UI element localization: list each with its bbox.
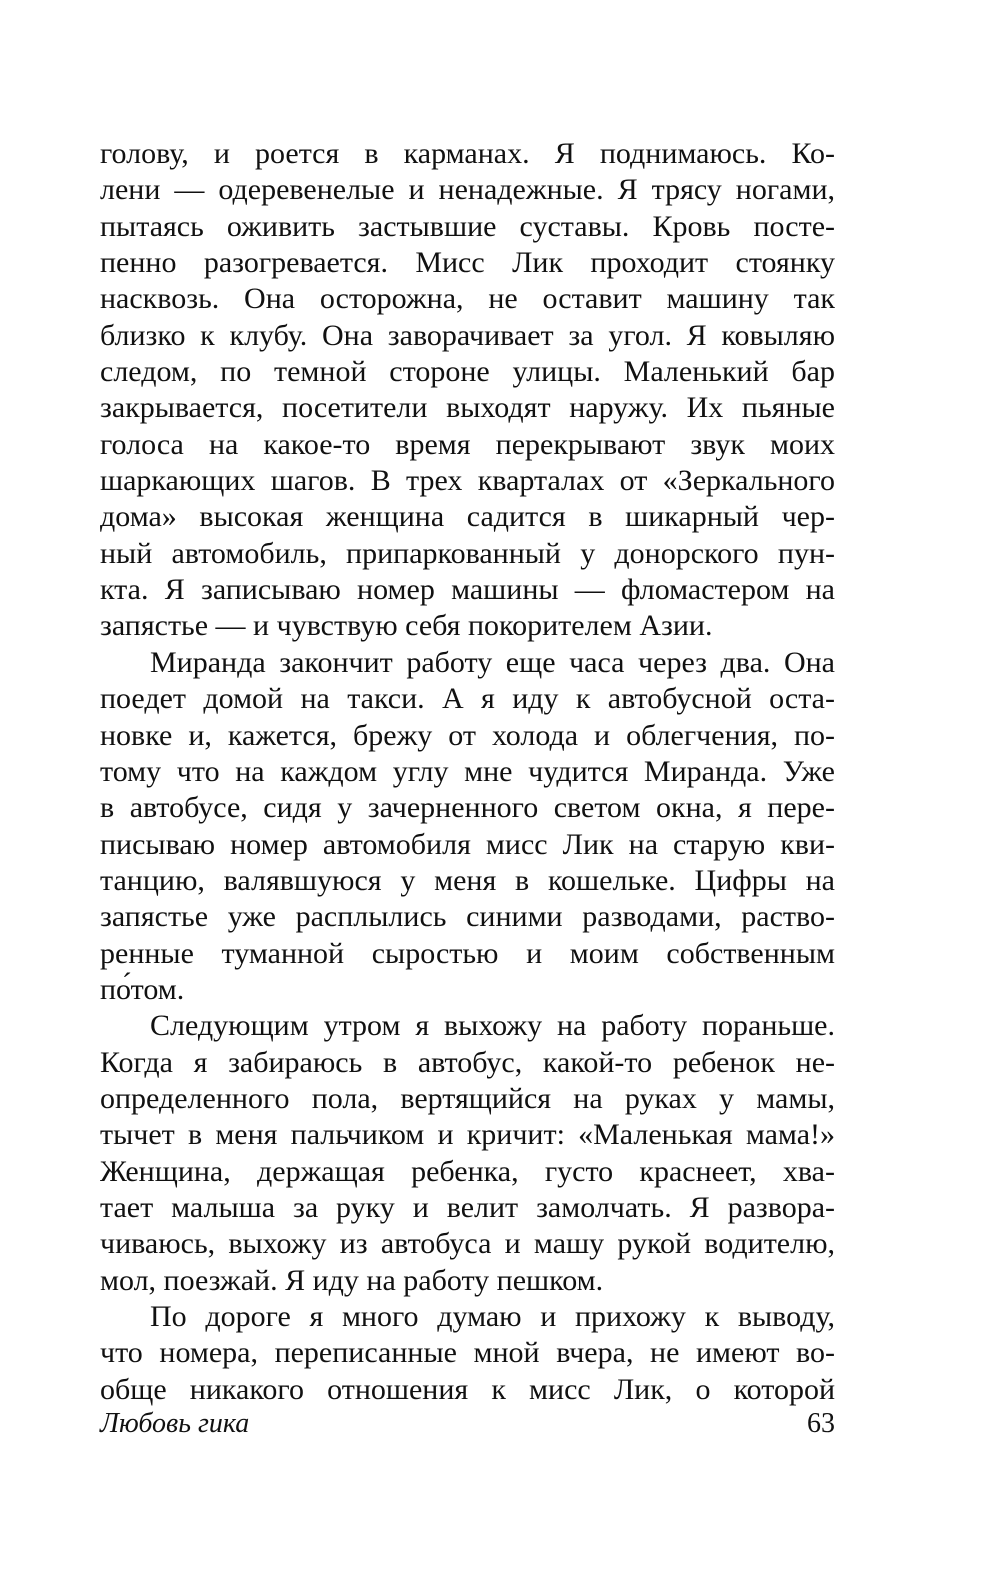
text-line: шаркающих шагов. В трех кварталах от «Зеркального [100,464,835,498]
text-line: тычет в меня пальчиком и кричит: «Маленькая мама!» [100,1118,835,1152]
text-line: голоса на какое-то время перекрывают звук моих [100,427,835,461]
text-line: запястье — и чувствую себя покорителем Азии. [100,609,713,643]
text-line: закрывается, посетители выходят наружу. Их пьяные [100,391,835,425]
text-line: что номера, переписанные мной вчера, не имеют во- [100,1336,835,1370]
text-line: мол, поезжай. Я иду на работу пешком. [100,1263,604,1297]
text-line: поедет домой на такси. А я иду к автобусной оста- [100,682,835,716]
text-line: тает малыша за руку и велит замолчать. Я развора- [100,1190,835,1224]
text-line: ный автомобиль, припаркованный у донорского пун- [100,536,835,570]
paragraph-first-line: Следующим утром я выхожу на работу пораньше. [150,1009,835,1043]
text-line: запястье уже расплылись синими разводами, раство- [100,900,835,934]
text-line: Женщина, держащая ребенка, густо краснеет, хва- [100,1154,835,1188]
text-line: определенного пола, вертящийся на руках у мамы, [100,1081,835,1115]
text-line: следом, по темной стороне улицы. Маленький бар [100,355,835,389]
text-line: чиваюсь, выхожу из автобуса и машу рукой водителю, [100,1227,835,1261]
text-line: по́том. [100,972,185,1006]
page-number: 63 [807,1408,835,1439]
text-line: писываю номер автомобиля мисс Лик на старую кви- [100,827,835,861]
text-line: пенно разогревается. Мисс Лик проходит стоянку [100,246,835,280]
text-line: кта. Я записываю номер машины — фломастером на [100,573,835,607]
text-line: близко к клубу. Она заворачивает за угол. Я ковыляю [100,318,835,352]
text-line: тому что на каждом углу мне чудится Миранда. Уже [100,754,835,788]
text-line: обще никакого отношения к мисс Лик, о которой [100,1372,835,1406]
paragraph-first-line: Миранда закончит работу еще часа через два. Она [150,645,835,679]
text-line: танцию, валявшуюся у меня в кошельке. Цифры на [100,863,835,897]
text-line: ренные туманной сыростью и моим собственным [100,936,835,970]
body-text [100,136,835,1408]
text-line: в автобусе, сидя у зачерненного светом окна, я пере- [100,791,835,825]
paragraph-first-line: По дороге я много думаю и прихожу к выводу, [150,1300,835,1333]
text-line: лени — одеревенелые и ненадежные. Я трясу ногами, [100,173,835,207]
text-line: голову, и роется в карманах. Я поднимаюсь. Ко- [100,137,835,170]
text-line: дома» высокая женщина садится в шикарный чер- [100,500,835,534]
text-line: новке и, кажется, брежу от холода и облегчения, по- [100,718,835,752]
text-line: Когда я забираюсь в автобус, какой-то ребенок не- [100,1045,835,1079]
text-line: насквозь. Она осторожна, не оставит машину так [100,282,835,316]
running-title: Любовь гика [100,1408,250,1439]
page-footer [100,1404,835,1444]
text-line: пытаясь оживить застывшие суставы. Кровь посте- [100,209,835,243]
